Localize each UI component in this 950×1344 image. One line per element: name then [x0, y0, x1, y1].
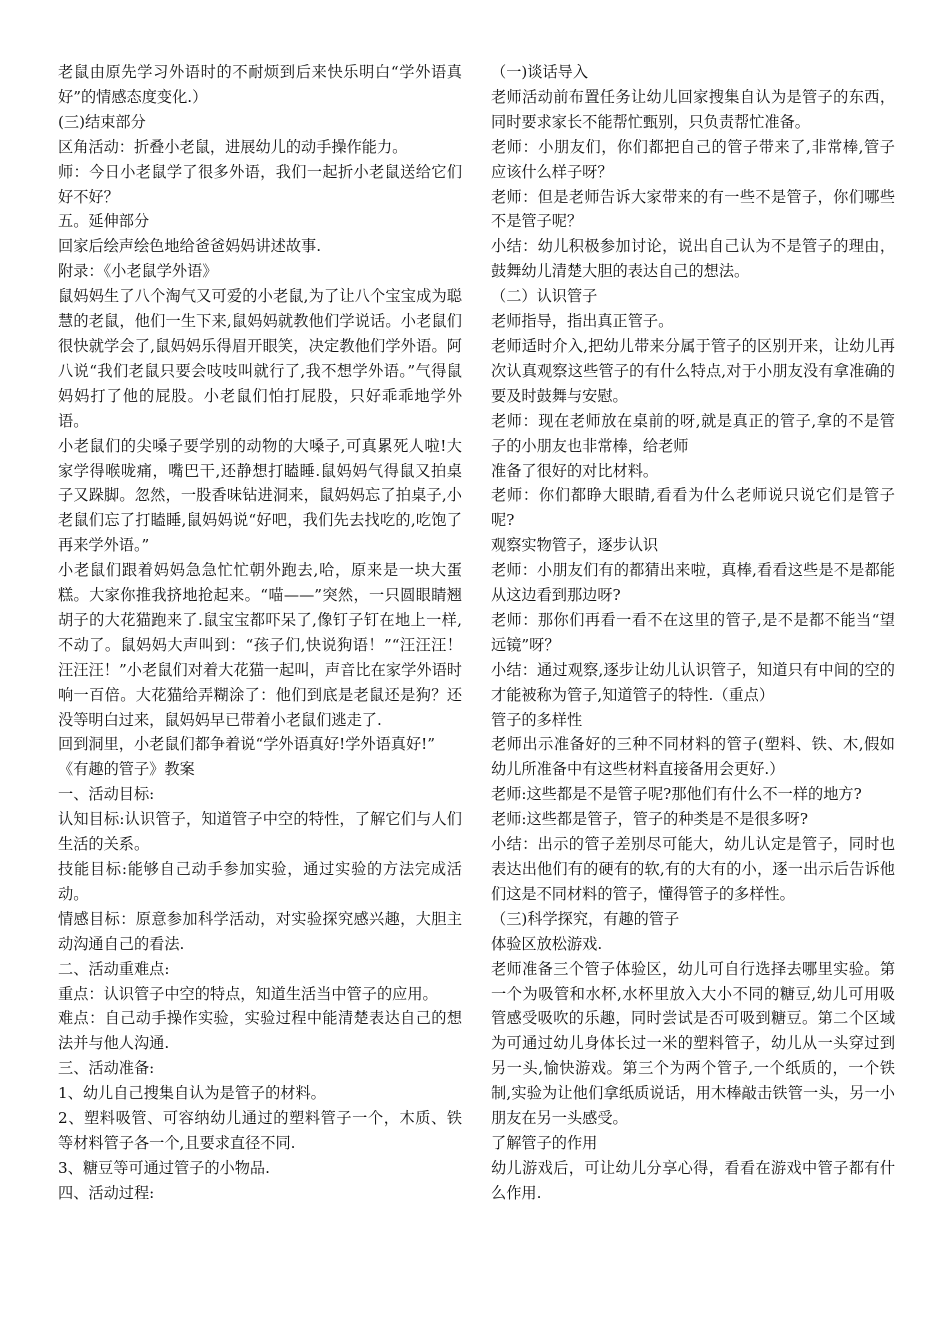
story-paragraph: 鼠妈妈生了八个淘气又可爱的小老鼠,为了让八个宝宝成为聪慧的老鼠，他们一生下来,鼠妈妈就教他们学说话。小老鼠们很快就学会了,鼠妈妈乐得眉开眼笑，决定教他们学外语。阿八说“我们老鼠只要会吱吱叫就行了,我不想学外语。”气得鼠妈妈打了他的屁股。小老鼠们怕打屁股，只好乖乖地学外语。 [58, 287, 462, 430]
section-heading: 五。延伸部分 [58, 212, 150, 231]
paragraph: 老师：你们都睁大眼睛,看看为什么老师说只说它们是管子呢? [491, 486, 895, 530]
paragraph: 老师准备三个管子体验区，幼儿可自行选择去哪里实验。第一个为吸管和水杯,水杯里放入大小不同的糖豆,幼儿可用吸管感受吸吹的乐趣，同时尝试是否可吸到糖豆。第二个区域为可通过幼儿身体长过一米的塑料管子，幼儿从一头穿过到另一头,愉快游戏。第三个为两个管子,一个纸质的，一个铁制,实验为让他们拿纸质说话，用木棒敲击铁管一头，另一小朋友在另一头感受。 [491, 959, 895, 1128]
appendix-title: 附录：《小老鼠学外语》 [58, 262, 218, 281]
paragraph: 老师:这些都是不是管子呢?那他们有什么不一样的地方? [491, 785, 862, 804]
story-paragraph: 小老鼠们跟着妈妈急急忙忙朝外跑去,哈，原来是一块大蛋糕。大家你推我挤地抢起来。“喵——”突然，一只圆眼睛翘胡子的大花猫跑来了.鼠宝宝都吓呆了,像钉子钉在地上一样,不动了。鼠妈妈大声叫到：“孩子们,快说狗语！”“汪汪汪！汪汪汪！”小老鼠们对着大花猫一起叫，声音比在家学外语时响一百倍。大花猫给弄糊涂了：他们到底是老鼠还是狗？还没等明白过来，鼠妈妈早已带着小老鼠们逃走了. [58, 561, 462, 729]
paragraph: 技能目标:能够自己动手参加实验，通过实验的方法完成活动。 [58, 860, 462, 903]
subsection-heading: 管子的多样性 [491, 710, 583, 729]
section-heading: 三、活动准备: [58, 1059, 155, 1078]
paragraph: 区角活动：折叠小老鼠，进展幼儿的动手操作能力。 [58, 137, 408, 156]
paragraph: 认知目标:认识管子，知道管子中空的特性，了解它们与人们生活的关系。 [58, 810, 462, 854]
section-heading: 四、活动过程: [58, 1183, 155, 1202]
section-heading: （二）认识管子 [491, 287, 598, 306]
paragraph: 准备了很好的对比材料。 [491, 461, 659, 480]
section-heading: （三)科学探究，有趣的管子 [491, 909, 680, 928]
paragraph: 师：今日小老鼠学了很多外语，我们一起折小老鼠送给它们好不好？ [58, 162, 462, 206]
paragraph: 幼儿游戏后，可让幼儿分享心得，看看在游戏中管子都有什么作用. [491, 1158, 895, 1202]
subsection-heading: 体验区放松游戏. [491, 934, 603, 953]
paragraph: 老师：现在老师放在桌前的呀,就是真正的管子,拿的不是管子的小朋友也非常棒，给老师 [491, 411, 895, 455]
paragraph: 重点：认识管子中空的特点，知道生活当中管子的应用。 [58, 984, 438, 1003]
list-item: 1、幼儿自己搜集自认为是管子的材料。 [58, 1084, 326, 1103]
lesson-plan-title: 《有趣的管子》教案 [58, 760, 195, 779]
paragraph: 老师适时介入,把幼儿带来分属于管子的区别开来，让幼儿再次认真观察这些管子的有什么特点,对于小朋友没有拿准确的要及时鼓舞与安慰。 [491, 336, 895, 405]
paragraph: 老师：小朋友们有的都猜出来啦，真棒,看看这些是不是都能从这边看到那边呀? [491, 561, 895, 605]
paragraph: 难点：自己动手操作实验，实验过程中能清楚表达自己的想法并与他人沟通. [58, 1009, 462, 1053]
paragraph: 老师：但是老师告诉大家带来的有一些不是管子，你们哪些不是管子呢？ [491, 187, 895, 231]
paragraph: 老师：小朋友们，你们都把自己的管子带来了,非常棒,管子应该什么样子呀？ [491, 137, 895, 181]
paragraph: 老鼠由原先学习外语时的不耐烦到后来快乐明白“学外语真好”的情感态度变化.） [58, 63, 462, 106]
section-heading: (三)结束部分 [58, 112, 146, 131]
subsection-heading: 了解管子的作用 [491, 1133, 598, 1152]
section-heading: 二、活动重难点: [58, 959, 170, 978]
paragraph: 情感目标：原意参加科学活动，对实验探究感兴趣，大胆主动沟通自己的看法. [58, 909, 462, 953]
paragraph: 老师:这些都是管子，管子的种类是不是很多呀? [491, 810, 809, 829]
left-column [58, 60, 462, 1206]
paragraph: 小结：幼儿积极参加讨论，说出自己认为不是管子的理由，鼓舞幼儿清楚大胆的表达自己的想法。 [491, 237, 895, 281]
paragraph: 回家后绘声绘色地给爸爸妈妈讲述故事. [58, 237, 322, 256]
section-heading: 一、活动目标: [58, 785, 155, 804]
paragraph: 老师指导，指出真正管子。 [491, 312, 674, 331]
paragraph: 老师活动前布置任务让幼儿回家搜集自认为是管子的东西，同时要求家长不能帮忙甄别，只负责帮忙准备。 [491, 87, 895, 131]
list-item: 3、糖豆等可通过管子的小物品. [58, 1158, 270, 1177]
paragraph: 小结：通过观察,逐步让幼儿认识管子，知道只有中间的空的才能被称为管子,知道管子的特性.（重点） [491, 660, 895, 704]
paragraph: 小结：出示的管子差别尽可能大，幼儿认定是管子，同时也表达出他们有的硬有的软,有的大有的小，逐一出示后告诉他们这是不同材料的管子，懂得管子的多样性。 [491, 835, 895, 903]
story-paragraph: 小老鼠们的尖嗓子要学别的动物的大嗓子,可真累死人啦!大家学得喉咙痛，嘴巴干,还静想打瞌睡.鼠妈妈气得鼠又拍桌子又跺脚。忽然，一股香味钻进洞来，鼠妈妈忘了拍桌子,小老鼠们忘了打瞌睡,鼠妈妈说“好吧，我们先去找吃的,吃饱了再来学外语。” [58, 436, 462, 555]
list-item: 2、塑料吸管、可容纳幼儿通过的塑料管子一个，木质、铁等材料管子各一个,且要求直径不同. [58, 1109, 462, 1152]
subsection-heading: 观察实物管子，逐步认识 [491, 536, 659, 555]
section-heading: （一)谈话导入 [491, 63, 589, 81]
right-column [491, 60, 895, 1206]
paragraph: 老师出示准备好的三种不同材料的管子(塑料、铁、木,假如幼儿所准备中有这些材料直接备用会更好.） [491, 735, 895, 779]
story-paragraph: 回到洞里，小老鼠们都争着说“学外语真好!学外语真好!” [58, 735, 436, 754]
paragraph: 老师：那你们再看一看不在这里的管子,是不是都不能当“望远镜”呀？ [491, 610, 895, 654]
